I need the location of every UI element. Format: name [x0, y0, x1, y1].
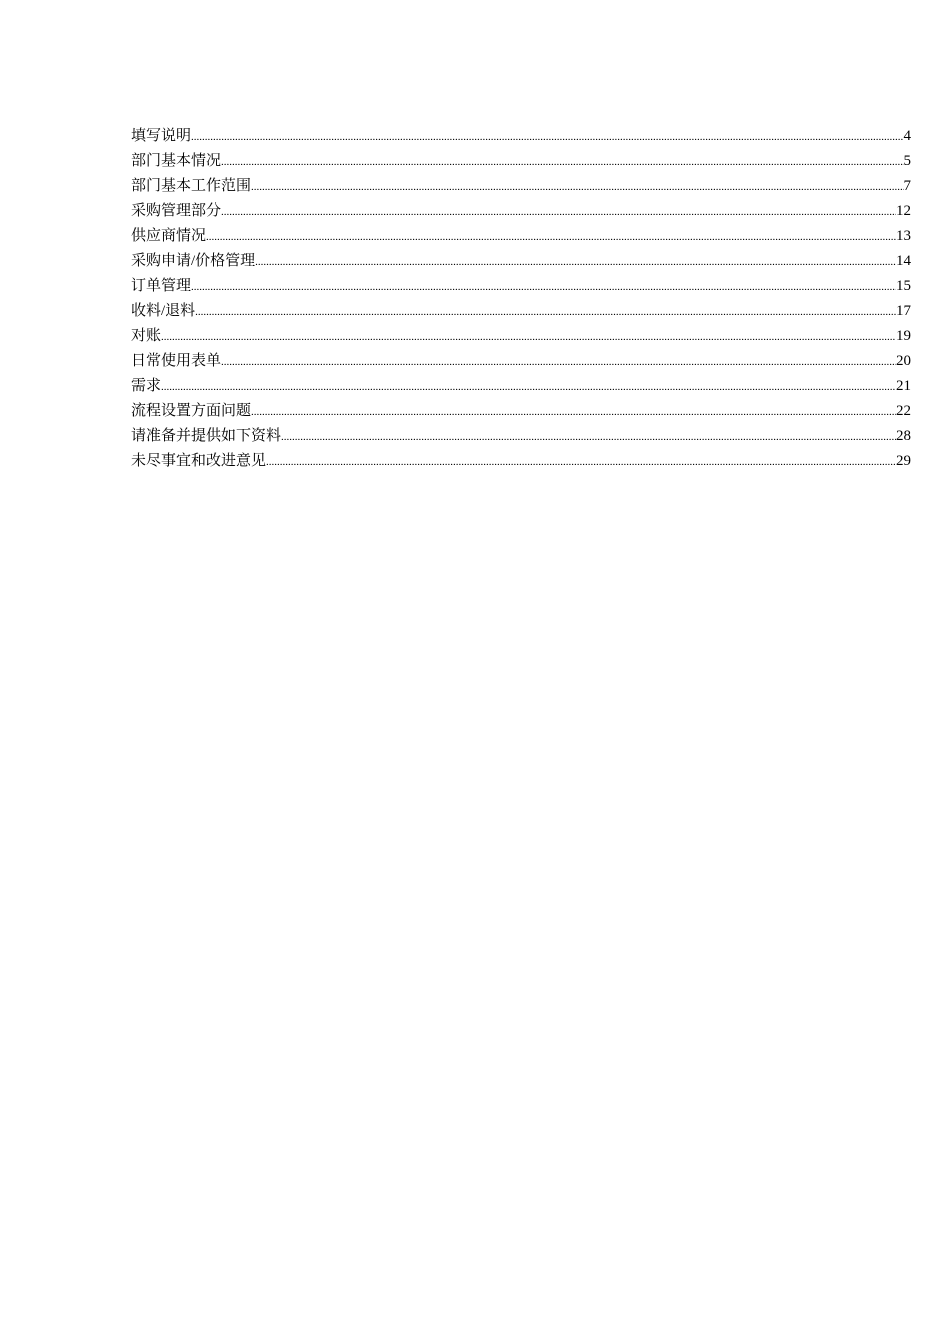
toc-entry-title: 采购申请/价格管理 — [131, 253, 256, 269]
toc-entry-title: 未尽事宜和改进意见 — [131, 453, 267, 469]
dot-leader — [161, 325, 896, 350]
toc-entry-receiving-returns[interactable] — [131, 299, 911, 324]
dot-leader — [251, 400, 896, 425]
toc-entry-title: 采购管理部分 — [131, 203, 222, 219]
dot-leader — [195, 300, 896, 325]
toc-entry-fill-instructions[interactable] — [131, 124, 911, 149]
toc-entry-title: 日常使用表单 — [131, 353, 222, 369]
dot-leader — [221, 150, 903, 175]
table-of-contents — [131, 124, 911, 474]
toc-entry-requirements[interactable] — [131, 374, 911, 399]
toc-entry-title: 流程设置方面问题 — [131, 403, 252, 419]
dot-leader — [251, 175, 903, 200]
toc-page-number: 29 — [896, 453, 911, 469]
toc-page-number: 20 — [896, 353, 911, 369]
toc-entry-materials-to-provide[interactable] — [131, 424, 911, 449]
toc-entry-title: 需求 — [131, 378, 162, 394]
toc-entry-order-management[interactable] — [131, 274, 911, 299]
toc-entry-reconciliation[interactable] — [131, 324, 911, 349]
toc-page-number: 22 — [896, 403, 911, 419]
toc-page-number: 13 — [896, 228, 911, 244]
toc-entry-department-scope[interactable] — [131, 174, 911, 199]
toc-page-number: 4 — [903, 128, 911, 144]
dot-leader — [221, 350, 896, 375]
toc-page-number: 14 — [896, 253, 911, 269]
dot-leader — [221, 200, 896, 225]
dot-leader — [191, 125, 903, 150]
toc-entry-title: 请准备并提供如下资料 — [131, 428, 282, 444]
toc-entry-procurement-management[interactable] — [131, 199, 911, 224]
toc-page-number: 21 — [896, 378, 911, 394]
toc-page-number: 19 — [896, 328, 911, 344]
toc-page-number: 28 — [896, 428, 911, 444]
toc-entry-department-basics[interactable] — [131, 149, 911, 174]
toc-page-number: 12 — [896, 203, 911, 219]
dot-leader — [206, 225, 896, 250]
toc-page-number: 15 — [896, 278, 911, 294]
toc-entry-title: 供应商情况 — [131, 228, 207, 244]
dot-leader — [161, 375, 896, 400]
dot-leader — [255, 250, 896, 275]
toc-entry-title: 收料/退料 — [131, 303, 196, 319]
toc-entry-other-suggestions[interactable] — [131, 449, 911, 474]
toc-entry-title: 部门基本工作范围 — [131, 178, 252, 194]
toc-entry-daily-forms[interactable] — [131, 349, 911, 374]
toc-page-number: 7 — [903, 178, 911, 194]
dot-leader — [191, 275, 896, 300]
toc-entry-title: 部门基本情况 — [131, 153, 222, 169]
toc-entry-supplier-status[interactable] — [131, 224, 911, 249]
toc-entry-process-setup-issues[interactable] — [131, 399, 911, 424]
toc-entry-title: 填写说明 — [131, 128, 192, 144]
toc-entry-title: 订单管理 — [131, 278, 192, 294]
dot-leader — [266, 450, 896, 475]
toc-page-number: 5 — [903, 153, 911, 169]
toc-entry-title: 对账 — [131, 328, 162, 344]
toc-page-number: 17 — [896, 303, 911, 319]
toc-entry-purchase-request-pricing[interactable] — [131, 249, 911, 274]
dot-leader — [281, 425, 896, 450]
